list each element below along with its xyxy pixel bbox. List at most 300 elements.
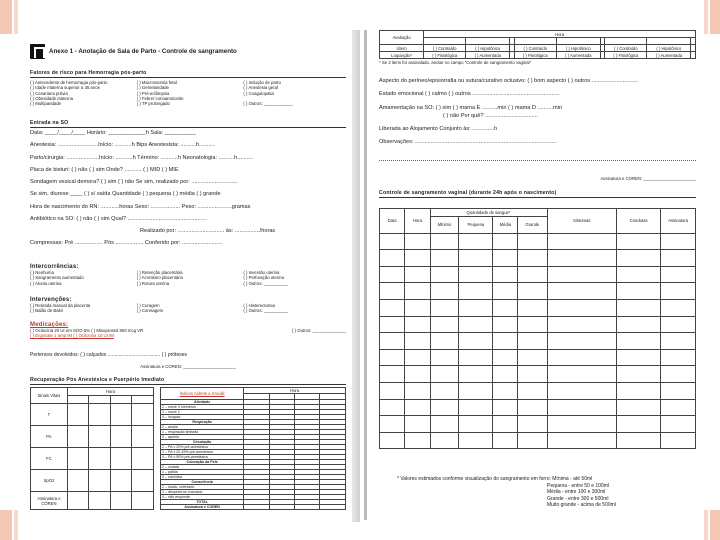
table-cell[interactable]: [405, 250, 430, 267]
table-cell[interactable]: [661, 233, 696, 250]
table-cell[interactable]: [89, 448, 110, 470]
table-cell[interactable]: [518, 316, 547, 333]
page-gutter: [352, 30, 360, 522]
table-cell[interactable]: [380, 250, 405, 267]
section-title: Fatores de risco para Hemorragia pós-parto: [30, 70, 346, 78]
table-header: Sinais Vitais: [31, 388, 68, 404]
slide-corner-decoration: [704, 0, 708, 34]
aldrete-criterion: 2 – PA ± 20% pré-anestésico: [161, 445, 244, 450]
lochia-option[interactable]: ( ) Aumentada: [647, 52, 691, 59]
table-header: Média: [493, 217, 518, 234]
table-cell[interactable]: [67, 404, 88, 426]
perineum-field[interactable]: Liberada ao Alojamento Conjunto às: ..............h: [379, 126, 498, 133]
table-cell[interactable]: [518, 382, 547, 399]
table-cell[interactable]: [547, 299, 617, 316]
table-cell[interactable]: [518, 416, 547, 433]
medication-option[interactable]: ( ) Ergotrate 1 amp IM ( ) Ocitocina 10 UI IM: [30, 333, 114, 339]
intervention-option[interactable]: ( ) Curetagem: [136, 308, 164, 314]
belongings-returned: Pertences devolvidos: ( ) calçados ...................................... ( ) próteses: [30, 352, 187, 358]
table-cell[interactable]: [617, 432, 661, 449]
table-cell[interactable]: [518, 283, 547, 300]
risk-factor-option[interactable]: ( ) Indução de parto: [243, 80, 281, 85]
observations-line: [379, 153, 696, 161]
lochia-option[interactable]: ( ) Fisiológica: [514, 52, 556, 59]
intercurrence-option[interactable]: ( ) Retenção placentária: [136, 270, 183, 275]
table-cell[interactable]: [89, 404, 110, 426]
intercurrence-option[interactable]: ( ) Acretismo placentário: [136, 275, 183, 281]
lochia-option[interactable]: ( ) Aumentada: [466, 52, 510, 59]
table-cell[interactable]: [405, 299, 430, 316]
table-cell[interactable]: [661, 333, 696, 350]
interventions-section: [30, 297, 346, 314]
table-cell[interactable]: [459, 316, 493, 333]
risk-factor-option[interactable]: ( ) Pré-eclâmpsia: [136, 90, 170, 96]
table-cell[interactable]: [547, 399, 617, 416]
recovery-section: [30, 377, 346, 510]
table-cell[interactable]: [493, 382, 518, 399]
risk-factor-option[interactable]: ( ) Antecedente de hemorragia pós-parto: [30, 80, 108, 85]
table-cell[interactable]: [380, 432, 405, 449]
table-row-label: PA: [31, 426, 68, 448]
table-row: [380, 316, 696, 333]
so-entry-field[interactable]: Data: ____/____/____ Horário: ____________h Sala: __________: [30, 130, 196, 136]
table-header: Condutas: [617, 209, 661, 234]
table-cell[interactable]: [547, 333, 617, 350]
table-cell[interactable]: [380, 233, 405, 250]
table-cell[interactable]: [380, 283, 405, 300]
aldrete-criterion: 0 – não responde: [161, 495, 244, 500]
lochia-option[interactable]: ( ) Fisiológica: [424, 52, 466, 59]
slide-corner-decoration: [14, 0, 18, 34]
intercurrences-list: [30, 270, 346, 286]
risk-factor-option[interactable]: ( ) Outros: ____________: [243, 101, 293, 107]
table-cell[interactable]: [459, 349, 493, 366]
lochia-option[interactable]: ( ) Fisiológica: [605, 52, 647, 59]
table-cell[interactable]: [459, 233, 493, 250]
table-row: [380, 399, 696, 416]
footnote-line: Pequena - entre 50 e 100ml: [547, 482, 609, 489]
uterus-option[interactable]: ( ) Hipotônico: [466, 45, 510, 52]
aldrete-criterion: 0 – apneia: [161, 435, 244, 440]
table-cell[interactable]: [430, 432, 459, 449]
aldrete-criterion: 2 – corada: [161, 465, 244, 470]
table-cell[interactable]: [617, 349, 661, 366]
intervention-option[interactable]: ( ) Balão de Bakri: [30, 308, 64, 314]
table-cell[interactable]: [380, 299, 405, 316]
table-header: Avaliação: [380, 31, 424, 45]
table-cell[interactable]: [518, 299, 547, 316]
perineum-field[interactable]: Aspecto do períneo/episiorrafia ou sutura/curativo oclusivo: ( ) bom aspecto ( ) outros ..............................: [379, 78, 639, 84]
table-cell[interactable]: [661, 416, 696, 433]
footnote-line: Média - entre 100 e 300ml: [547, 489, 606, 495]
table-cell[interactable]: [518, 399, 547, 416]
table-cell[interactable]: [493, 399, 518, 416]
uterus-option[interactable]: ( ) Contraído: [514, 45, 556, 52]
uterus-option[interactable]: ( ) Contraído: [424, 45, 466, 52]
risk-factor-option[interactable]: ( ) Febre/ corioamnionite: [136, 96, 184, 102]
table-header: Assinatura: [661, 209, 696, 234]
table-cell[interactable]: [617, 250, 661, 267]
table-cell[interactable]: [405, 316, 430, 333]
table-cell[interactable]: [493, 233, 518, 250]
aldrete-criterion: 1 – respiração limitada: [161, 430, 244, 435]
table-cell[interactable]: [380, 366, 405, 383]
table-cell[interactable]: [244, 505, 269, 510]
perineum-field[interactable]: Estado emocional ( ) calmo ( ) outros ........................................................: [379, 91, 560, 98]
table-cell[interactable]: [493, 266, 518, 283]
table-cell[interactable]: [661, 283, 696, 300]
table-row: [380, 333, 696, 350]
intercurrence-option[interactable]: ( ) Inversão uterina: [243, 270, 280, 275]
table-cell[interactable]: [430, 283, 459, 300]
aldrete-criterion: 2 – move 4 membros: [161, 405, 244, 410]
table-cell[interactable]: [691, 52, 696, 59]
bleeding-control-section: [379, 190, 696, 449]
table-cell[interactable]: [493, 316, 518, 333]
slide-corner-decoration: [710, 0, 720, 34]
bleeding-estimate-footnote: [397, 476, 696, 509]
table-cell[interactable]: [493, 349, 518, 366]
table-cell[interactable]: [430, 233, 459, 250]
table-cell[interactable]: [110, 404, 131, 426]
table-cell[interactable]: [547, 349, 617, 366]
table-cell[interactable]: [405, 399, 430, 416]
risk-factors-list: [30, 80, 346, 107]
table-cell[interactable]: [430, 349, 459, 366]
intercurrence-option[interactable]: ( ) Perfuração uterina: [243, 275, 284, 281]
table-header: Quantidade de sangue*: [430, 209, 547, 217]
section-title: Intervenções:: [30, 297, 72, 303]
footnote-line: * Valores estimados conforme visualização do sangramento em forro: Mínima - até 50ml: [397, 476, 593, 482]
table-cell[interactable]: [430, 382, 459, 399]
table-cell[interactable]: [493, 283, 518, 300]
table-cell[interactable]: [380, 416, 405, 433]
table-cell[interactable]: [430, 316, 459, 333]
table-cell[interactable]: [89, 426, 110, 448]
risk-factor-option[interactable]: ( ) Anestesia geral: [243, 85, 278, 91]
table-cell[interactable]: [459, 333, 493, 350]
footnote-line: Muito grande - acima de 500ml: [547, 502, 616, 508]
table-cell[interactable]: [518, 432, 547, 449]
aldrete-criterion: 1 – move 2: [161, 410, 244, 415]
risk-factor-option[interactable]: ( ) Obesidade materna: [30, 96, 73, 102]
table-row: [380, 382, 696, 399]
table-row: [380, 283, 696, 300]
table-row-label: Útero: [380, 45, 424, 52]
intercurrences-section: [30, 264, 346, 286]
slide-corner-decoration: [0, 0, 12, 34]
aldrete-criterion: Atividade: [161, 400, 244, 405]
table-cell[interactable]: [430, 266, 459, 283]
table-cell[interactable]: [617, 333, 661, 350]
table-cell[interactable]: [380, 316, 405, 333]
table-cell[interactable]: [380, 399, 405, 416]
form-page-left: [24, 30, 352, 516]
table-header: Hora: [67, 388, 153, 396]
so-entry-field[interactable]: Parto/cirurgia: .....................Início: ...........h Término: ...........h Neonatologia: ..........h..........: [30, 154, 253, 161]
table-row-label: SpO2: [31, 470, 68, 492]
table-cell[interactable]: [380, 382, 405, 399]
table-cell[interactable]: [617, 382, 661, 399]
intercurrence-option[interactable]: ( ) Atonia uterina: [30, 280, 62, 286]
risk-factor-option[interactable]: ( ) Gemelaridade: [136, 85, 169, 91]
table-header: Hora: [424, 31, 696, 38]
so-entry-field[interactable]: Anestesia: ..........................Início: ...........h Bips Anestesista: ..........h..........: [30, 142, 215, 149]
table-cell[interactable]: [661, 349, 696, 366]
section-title: Entrada na SO: [30, 120, 346, 128]
table-note: * Se 2 itens for assinalado, anotar no campo "Controle de sangramento vaginal": [379, 60, 532, 65]
table-cell[interactable]: [459, 299, 493, 316]
table-cell[interactable]: [691, 45, 696, 52]
table-cell[interactable]: [518, 233, 547, 250]
table-cell[interactable]: [405, 333, 430, 350]
intercurrence-option[interactable]: ( ) Rotura uterina: [136, 280, 170, 286]
table-cell[interactable]: [67, 448, 88, 470]
table-cell[interactable]: [405, 366, 430, 383]
medication-option[interactable]: ( ) Ocitocina 20 UI em SGO 5% ( ) Misoprostol 800 mcg VR: [30, 328, 144, 333]
aldrete-criterion: Assinatura e COREN: [161, 505, 244, 510]
form-title: Anexo 1 - Anotação de Sala de Parto - Controle de sangramento: [49, 48, 237, 55]
table-cell[interactable]: [67, 426, 88, 448]
so-entry-field[interactable]: Sondagem vesical demora? ( ) sim ( ) não Se sim, realizado por: ..............................: [30, 179, 238, 186]
table-cell[interactable]: [405, 432, 430, 449]
intervention-option[interactable]: ( ) Outros: __________: [243, 308, 288, 314]
table-cell[interactable]: [430, 399, 459, 416]
table-cell[interactable]: [661, 316, 696, 333]
table-cell[interactable]: [661, 299, 696, 316]
table-cell[interactable]: [459, 250, 493, 267]
table-cell[interactable]: [430, 333, 459, 350]
uterus-option[interactable]: ( ) Hipotônico: [556, 45, 600, 52]
so-entry-field[interactable]: Realizado por: .............................. às: ................/horas: [140, 228, 276, 235]
table-cell[interactable]: [493, 333, 518, 350]
table-cell[interactable]: [430, 299, 459, 316]
table-cell[interactable]: [405, 349, 430, 366]
table-row: [380, 250, 696, 267]
so-entry-field[interactable]: Antibiótico na SO: ( ) não ( ) sim Qual? ...................................................: [30, 215, 207, 222]
table-cell[interactable]: [132, 448, 154, 470]
aldrete-criterion: 2 – lúcido, orientado: [161, 485, 244, 490]
aldrete-table: [160, 387, 346, 510]
aldrete-criterion: Consciência: [161, 480, 244, 485]
table-cell[interactable]: [493, 432, 518, 449]
risk-factor-option[interactable]: ( ) Coagulopatia: [243, 90, 274, 96]
table-cell[interactable]: [617, 233, 661, 250]
table-row-label: FC: [31, 448, 68, 470]
table-cell[interactable]: [380, 349, 405, 366]
table-cell[interactable]: [617, 416, 661, 433]
table-cell[interactable]: [132, 426, 154, 448]
table-cell[interactable]: [459, 366, 493, 383]
table-row-label: Loquiação*: [380, 52, 424, 59]
table-cell[interactable]: [89, 492, 110, 510]
table-cell[interactable]: [617, 399, 661, 416]
table-cell[interactable]: [295, 505, 320, 510]
form-page-right: [364, 30, 704, 520]
so-entry-field[interactable]: Hora de nascimento do RN: ............horas Sexo: ................... Peso: ......................gramas: [30, 203, 251, 210]
intercurrence-option[interactable]: ( ) Sangramento aumentado: [30, 275, 84, 281]
table-row: [380, 366, 696, 383]
table-cell[interactable]: [269, 505, 294, 510]
table-header: Mínimo: [430, 217, 459, 234]
table-cell[interactable]: [459, 266, 493, 283]
risk-factor-option[interactable]: ( ) TP prolongado: [136, 101, 170, 107]
aldrete-criterion: 0 – PA ± 50% pré-anestésico: [161, 455, 244, 460]
so-entry-field[interactable]: Placa de bisturi: ( ) não ( ) sim Onde? ........... ( ) MID ( ) MIE: [30, 166, 179, 173]
table-cell[interactable]: [459, 382, 493, 399]
table-cell[interactable]: [661, 266, 696, 283]
table-cell[interactable]: [547, 432, 617, 449]
bleeding-control-table: [379, 208, 696, 449]
table-cell[interactable]: [518, 333, 547, 350]
section-title: Medicações:: [30, 322, 69, 328]
medication-option[interactable]: ( ) Outros: ______________: [292, 328, 346, 333]
interventions-list: [30, 303, 346, 314]
intercurrence-option[interactable]: ( ) Nenhuma: [30, 270, 54, 275]
risk-factor-option[interactable]: ( ) Macrossomia fetal: [136, 80, 177, 85]
table-cell[interactable]: [547, 250, 617, 267]
form-header: [30, 44, 348, 59]
footnote-line: Grande - entre 300 e 500ml: [547, 495, 609, 502]
vital-signs-table: [30, 387, 154, 510]
table-row: [380, 299, 696, 316]
table-cell[interactable]: [430, 366, 459, 383]
table-cell[interactable]: [617, 283, 661, 300]
uterus-option[interactable]: ( ) Contraído: [605, 45, 647, 52]
table-cell[interactable]: [380, 333, 405, 350]
table-cell[interactable]: [132, 492, 154, 510]
table-cell[interactable]: [493, 416, 518, 433]
slide-corner-decoration: [14, 510, 18, 540]
table-cell[interactable]: [518, 266, 547, 283]
aldrete-criterion: Circulação: [161, 440, 244, 445]
table-header: Hora: [405, 209, 430, 234]
table-cell[interactable]: [405, 266, 430, 283]
perineum-field[interactable]: ( ) não Por quê? ..................................: [443, 112, 538, 119]
table-cell[interactable]: [110, 492, 131, 510]
table-cell[interactable]: [459, 399, 493, 416]
table-row-label: T: [31, 404, 68, 426]
risk-factors-section: [30, 70, 346, 107]
uterus-option[interactable]: ( ) Hipotônico: [647, 45, 691, 52]
table-cell[interactable]: [67, 470, 88, 492]
table-cell[interactable]: [547, 416, 617, 433]
medications-section: [30, 322, 346, 339]
table-cell[interactable]: [405, 382, 430, 399]
slide-corner-decoration: [0, 510, 12, 540]
intervention-option[interactable]: ( ) Histerectomia: [243, 303, 275, 308]
table-header: Data: [380, 209, 405, 234]
table-cell[interactable]: [617, 266, 661, 283]
table-row: [380, 416, 696, 433]
table-cell[interactable]: [547, 233, 617, 250]
table-cell[interactable]: [661, 366, 696, 383]
slide-corner-decoration: [710, 510, 720, 540]
so-entry-field[interactable]: Compressas: Pré .................. Pós .................. Conferido por: ..........................: [30, 240, 223, 247]
table-cell[interactable]: [430, 416, 459, 433]
aldrete-criterion: Respiração: [161, 420, 244, 425]
table-cell[interactable]: [661, 399, 696, 416]
table-cell[interactable]: [459, 416, 493, 433]
aldrete-criterion: 1 – desperta se chamado: [161, 490, 244, 495]
section-title: Controle de sangramento vaginal (durante 24h após o nascimento): [379, 190, 696, 198]
table-cell[interactable]: [380, 266, 405, 283]
table-cell[interactable]: [547, 283, 617, 300]
table-header: Pequena: [459, 217, 493, 234]
table-row: [380, 432, 696, 449]
table-header: Grande: [518, 217, 547, 234]
aldrete-criterion: 1 – pálida: [161, 470, 244, 475]
aldrete-criterion: Coloração da Pele: [161, 460, 244, 465]
table-row: [380, 349, 696, 366]
risk-factor-option[interactable]: ( ) Multiparidade: [30, 101, 62, 107]
table-header: Índices Aldrete e Kroulik: [161, 388, 244, 400]
table-cell[interactable]: [493, 250, 518, 267]
perineum-field[interactable]: Amamentação na SO: ( ) sim ( ) mama E ..........min ( ) mama D ..........min: [379, 104, 563, 111]
lochia-option[interactable]: ( ) Aumentada: [556, 52, 600, 59]
table-cell[interactable]: [110, 448, 131, 470]
table-cell[interactable]: [661, 250, 696, 267]
so-entry-field[interactable]: Se sim, diurese ____ ( ) s/ saída Quantidade ( ) pequena ( ) média ( ) grande: [30, 191, 221, 198]
section-title: Intercorrências:: [30, 264, 79, 270]
table-cell[interactable]: [547, 266, 617, 283]
table-cell[interactable]: [547, 316, 617, 333]
table-cell[interactable]: [459, 432, 493, 449]
aldrete-criterion: 1 – PA ± 20-49% pré-anestésico: [161, 450, 244, 455]
table-cell[interactable]: [661, 382, 696, 399]
risk-factor-option[interactable]: ( ) Idade materna superior a 35 anos: [30, 85, 100, 91]
table-cell[interactable]: [459, 283, 493, 300]
risk-factor-option[interactable]: ( ) Cesariana prévia: [30, 90, 68, 96]
table-cell[interactable]: [320, 505, 346, 510]
table-cell[interactable]: [547, 382, 617, 399]
signature-coren: Assinatura e COREN: ______________________: [140, 364, 236, 369]
table-cell[interactable]: [405, 283, 430, 300]
intercurrence-option[interactable]: ( ) Outros: __________: [243, 280, 288, 286]
table-cell[interactable]: [661, 432, 696, 449]
intervention-option[interactable]: ( ) Curagem: [136, 303, 160, 308]
uterus-assessment: [379, 30, 696, 65]
table-cell[interactable]: [547, 366, 617, 383]
perineum-section: [379, 78, 696, 161]
aldrete-criterion: 0 – cianótica: [161, 475, 244, 480]
perineum-field[interactable]: Observações: ...........................................................................................: [379, 139, 557, 146]
table-cell[interactable]: [405, 233, 430, 250]
table-cell[interactable]: [518, 366, 547, 383]
table-cell[interactable]: [110, 426, 131, 448]
table-cell[interactable]: [518, 349, 547, 366]
table-cell[interactable]: [132, 404, 154, 426]
table-cell[interactable]: [110, 470, 131, 492]
table-cell[interactable]: [617, 316, 661, 333]
table-cell[interactable]: [493, 366, 518, 383]
signature-coren: Assinatura e COREN: ______________________: [600, 176, 696, 181]
table-cell[interactable]: [132, 470, 154, 492]
table-cell[interactable]: [493, 299, 518, 316]
table-cell[interactable]: [518, 250, 547, 267]
table-cell[interactable]: [617, 299, 661, 316]
table-cell[interactable]: [430, 250, 459, 267]
section-title: Recuperação Pós Anestésica e Puerpério Imediato: [30, 377, 346, 385]
aldrete-criterion: TOTAL: [161, 500, 244, 505]
table-cell[interactable]: [405, 416, 430, 433]
table-header: Sintomas: [547, 209, 617, 234]
table-cell[interactable]: [67, 492, 88, 510]
table-row-label: Assinatura e COREN: [31, 492, 68, 510]
table-cell[interactable]: [89, 470, 110, 492]
table-cell[interactable]: [617, 366, 661, 383]
intervention-option[interactable]: ( ) Retirada manual da placenta: [30, 303, 91, 308]
